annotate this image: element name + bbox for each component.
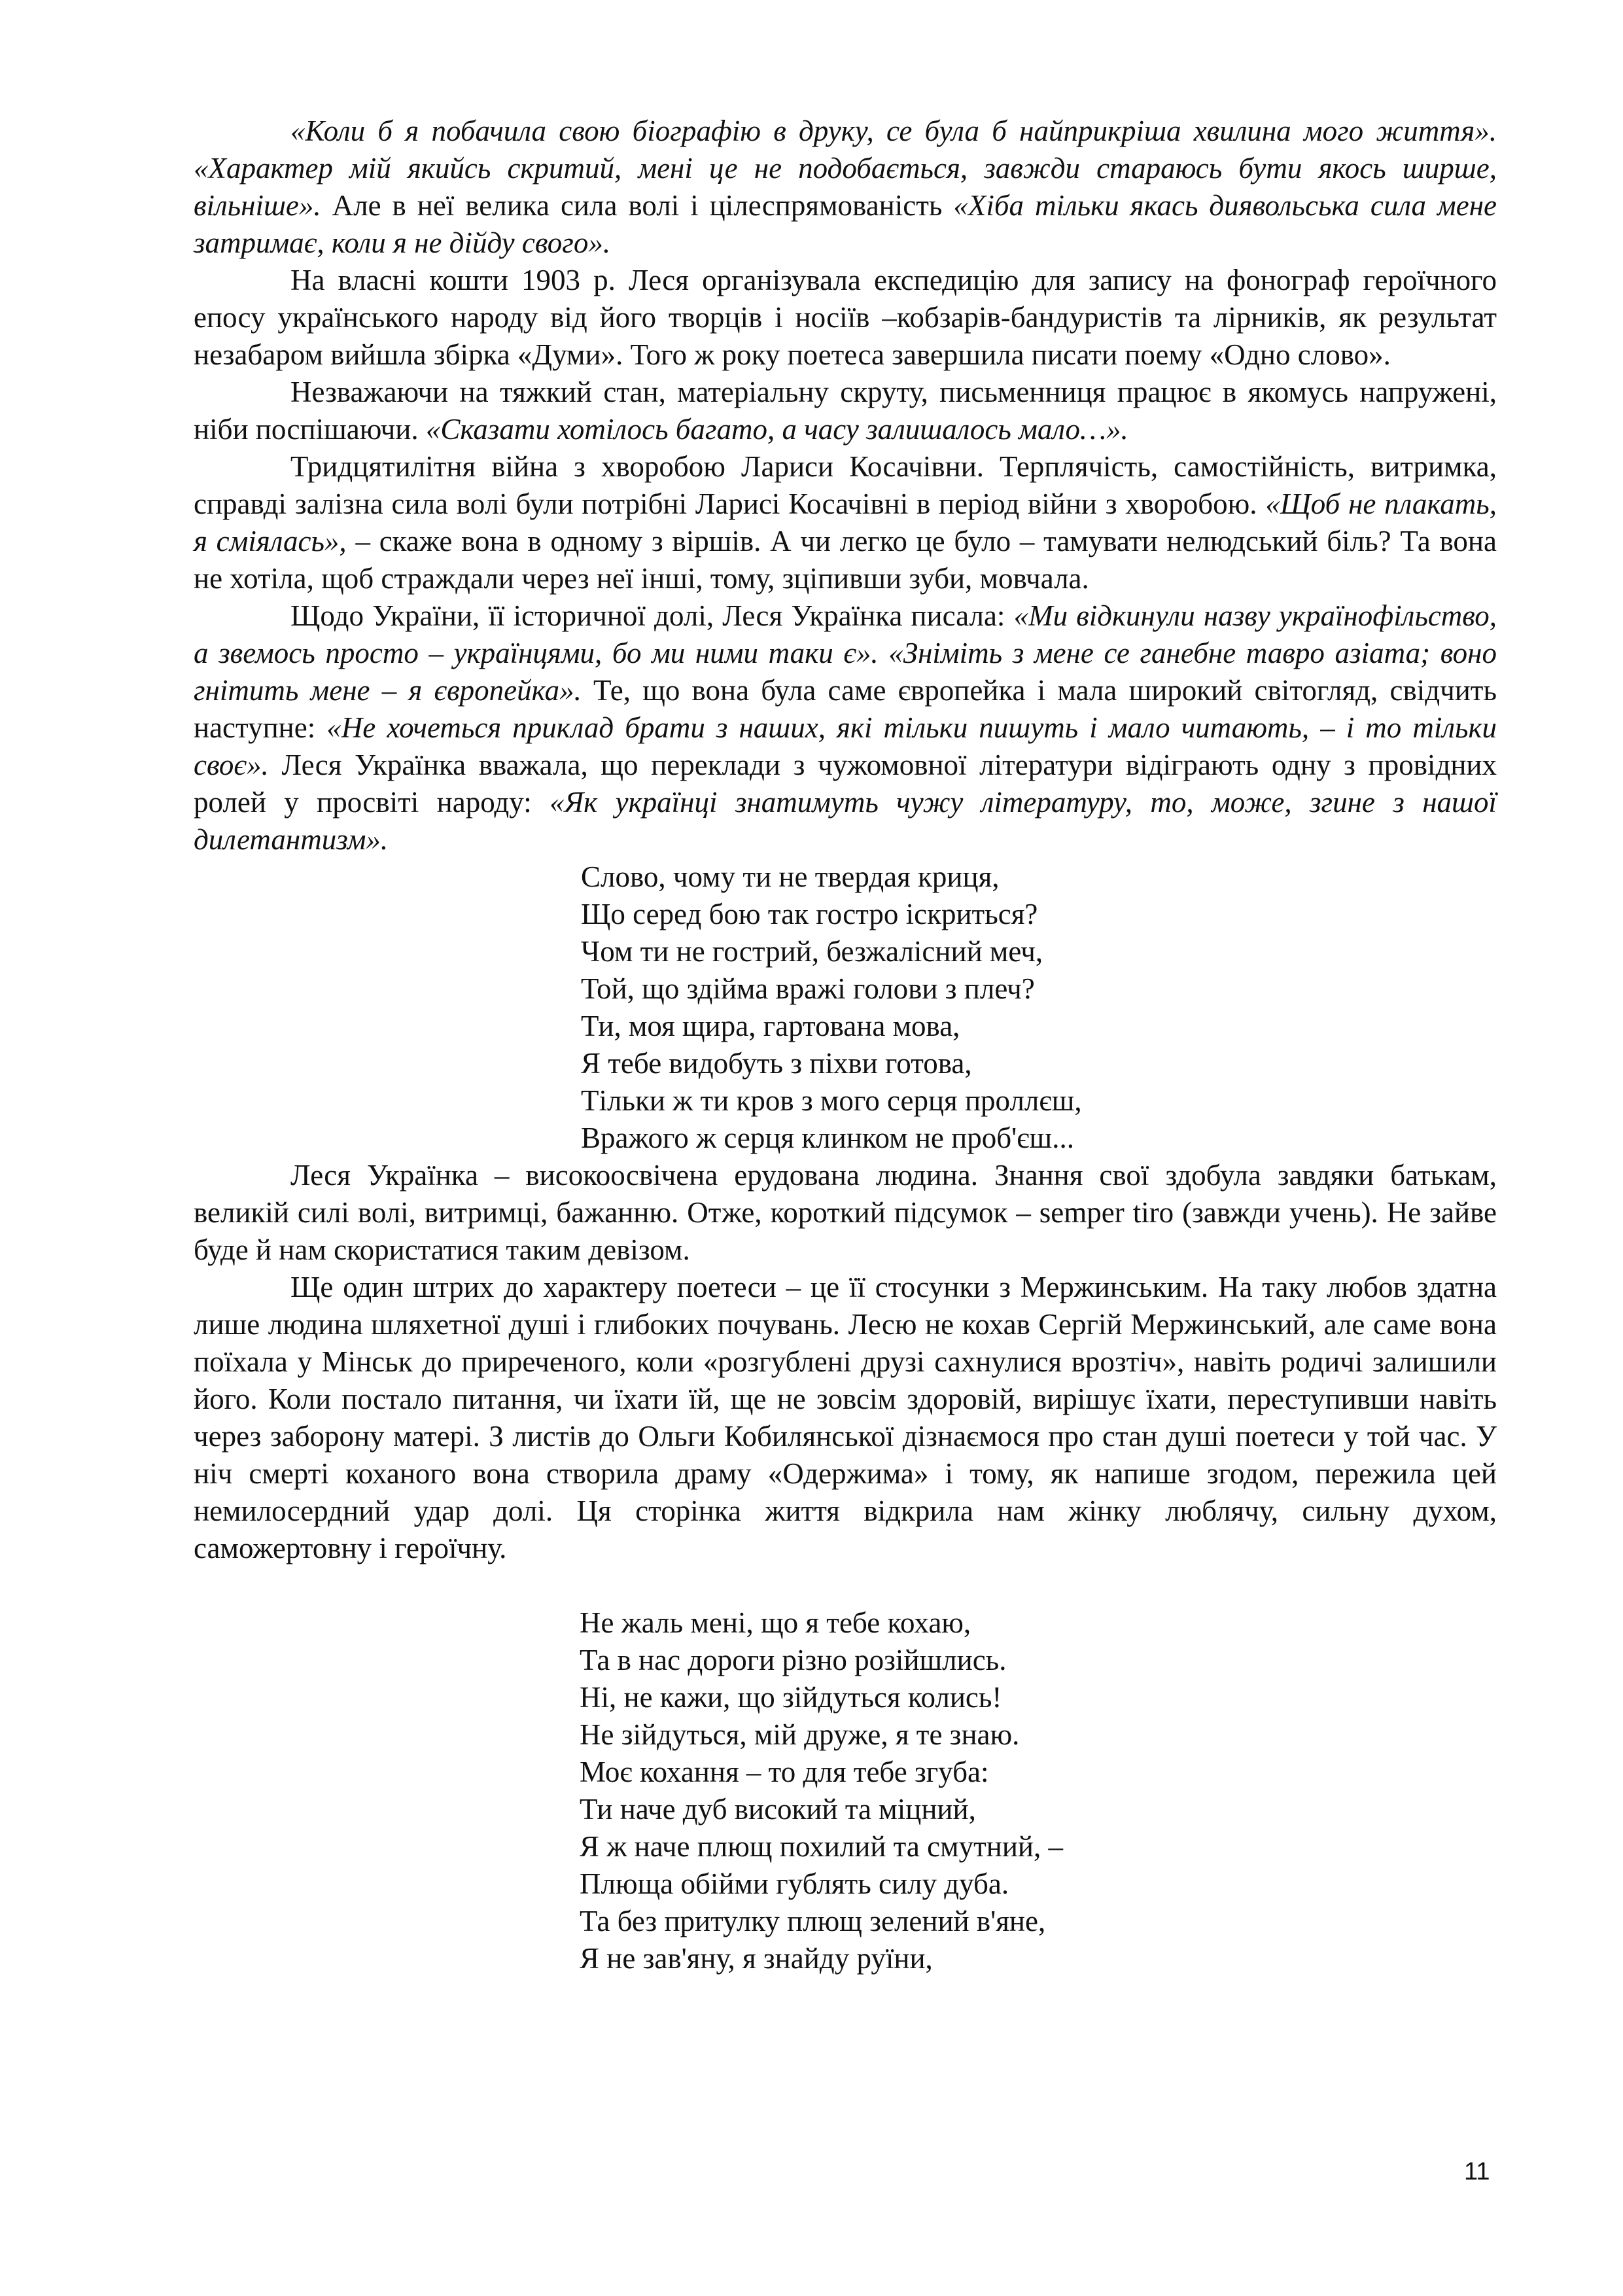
quote: «Щоб не плакать, я сміялась», [194,487,1497,557]
poem-line: Не жаль мені, що я тебе кохаю, [580,1606,971,1639]
quote: «Як українці знатимуть чужу літературу, то, може, згине з нашої дилетантизм». [194,786,1497,856]
text-run: Щодо України, її історичної долі, Леся Українка писала: [290,599,1014,632]
poem-line: Плюща обійми гублять силу дуба. [580,1867,1009,1900]
quote: «Не хочеться приклад брати з наших, які тільки пишуть і мало читають, – і то тільки своє». [194,711,1497,781]
poem-line: Що серед бою так гостро іскриться? [581,898,1038,930]
paragraph-2 [194,262,1497,374]
paragraph-5 [194,597,1497,858]
poem-line: Вражого ж серця клинком не проб'єш... [581,1122,1074,1154]
page-number: 11 [1464,2158,1490,2185]
poem-line: Той, що здійма вражі голови з плеч? [581,972,1035,1005]
poem-line: Ти, моя щира, гартована мова, [581,1010,960,1042]
poem-line: Я тебе видобуть з піхви готова, [581,1047,972,1080]
quote: «Хіба тільки якась диявольська сила мене затримає, коли я не дійду свого». [194,189,1497,259]
text-body [194,113,1497,1977]
poem-line: Слово, чому ти не твердая криця, [581,860,1000,893]
poem-line: Та без притулку плющ зелений в'яне, [580,1905,1046,1937]
poem-line: Чом ти не гострий, безжалісний меч, [581,935,1043,968]
poem-line: Я не зав'яну, я знайду руїни, [580,1942,933,1975]
poem-line: Не зійдуться, мій друже, я те знаю. [580,1718,1020,1751]
text-run: На власні кошти 1903 р. Леся організувала експедицію для запису на фонограф героїчного епосу українського народу від його творців і носіїв –кобзарів-бандуристів та лірників, як результат незабаром вийшла збірка «Думи». Того ж року поетеса завершила писати поему «Одно слово». [194,264,1497,371]
paragraph-1 [194,113,1497,262]
text-run: – скаже вона в одному з віршів. А чи легко це було – тамувати нелюдський біль? Та вона не хотіла, щоб страждали через неї інші, тому, зціпивши зуби, мовчала. [194,525,1497,595]
text-run: Леся Українка вважала, що переклади з чужомовної літератури відіграють одну з провідних ролей у просвіті народу: [194,749,1497,819]
poem-line: Ні, не кажи, що зійдуться колись! [580,1681,1002,1714]
paragraph-7: Ще один штрих до характеру поетеси – це її стосунки з Мержинським. На таку любов здатна лише людина шляхетної душі і глибоких почувань. Лесю не кохав Сергій Мержинський, але саме вона поїхала у Мінськ до приреченого, коли «розгублені друзі сахнулися врозтіч», навіть родичі залишили його. Коли постало питання, чи їхати їй, ще не зовсім здоровій, вирішує їхати, переступивши навіть через заборону матері. З листів до Ольги Кобилянської дізнаємося про стан душі поетеси у той час. У ніч смерті коханого вона створила драму «Одержима» і тому, як напише згодом, пережила цей немилосердний удар долі. Ця сторінка життя відкрила нам жінку люблячу, сильну духом, саможертовну і героїчну. [194,1271,1497,1564]
poem-line: Моє кохання – то для тебе згуба: [580,1756,989,1788]
poem-line: Я ж наче плющ похилий та смутний, – [580,1830,1063,1863]
quote: «Сказати хотілось багато, а часу залишалось мало…». [425,413,1128,446]
quote: «Ми відкинули назву українофільство, а звемось просто – українцями, бо ми ними таки є». «Зніміть з мене се ганебне тавро азіата; воно гнітить мене – я європейка». [194,599,1497,707]
poem-line: Та в нас дороги різно розійшлись. [580,1644,1007,1676]
paragraph-4 [194,448,1497,597]
poem-line: Ти наче дуб високий та міцний, [580,1793,976,1826]
quote: «Коли б я побачила свою біографію в друку, се була б найприкріша хвилина мого життя». «Характер мій якийсь скритий, мені це не подобається, завжди стараюсь бути якось ширше, вільніше». [194,115,1497,222]
text-run: Тридцятилітня війна з хворобою Лариси Косачівни. Терплячість, самостійність, витримка, справді залізна сила волі були потрібні Ларисі Косачівні в період війни з хворобою. [194,450,1497,520]
paragraph-3 [194,374,1497,448]
text-run: Але в неї велика сила волі і цілеспрямованість [321,189,954,222]
text-run: Незважаючи на тяжкий стан, матеріальну скруту, письменниця працює в якомусь напружені, ніби поспішаючи. [194,376,1497,446]
poem-stanza-2 [194,1604,1497,1977]
paragraph-6: Леся Українка – високоосвічена ерудована людина. Знання свої здобула завдяки батькам, великій силі волі, витримці, бажанню. Отже, короткий підсумок – semper tiro (завжди учень). Не зайве буде й нам скористатися таким девізом. [194,1159,1497,1266]
text-run: Те, що вона була саме європейка і мала широкий світогляд, свідчить наступне: [194,674,1497,744]
poem-line: Тільки ж ти кров з мого серця проллєш, [581,1084,1082,1117]
poem-stanza-1 [194,858,1497,1157]
